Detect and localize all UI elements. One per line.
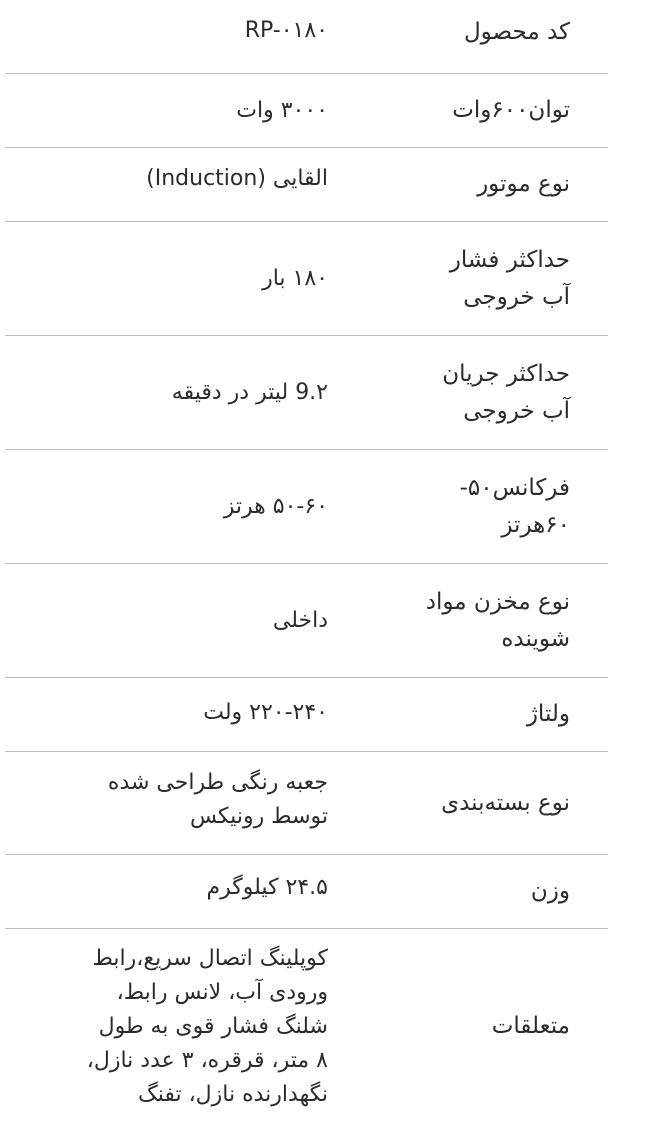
spec-value: القایی (Induction) bbox=[146, 166, 328, 191]
spec-row-packaging bbox=[5, 752, 608, 855]
spec-label: حداکثر فشار آب خروجی bbox=[449, 246, 570, 310]
spec-label: حداکثر جریان آب خروجی bbox=[442, 360, 570, 424]
spec-value: کوپلینگ اتصال سریع،رابط ورودی آب، لانس رابط، شلنگ فشار قوی به طول ۸ متر، قرقره، ۳ عدد نازل، نگهدارنده نازل، تفنگ bbox=[86, 945, 328, 1107]
spec-row-weight bbox=[5, 855, 608, 929]
spec-table bbox=[5, 0, 608, 1124]
spec-value: ۵۰-۶۰ هرتز bbox=[223, 493, 328, 519]
spec-row-power bbox=[5, 74, 608, 148]
spec-label: وزن bbox=[530, 878, 570, 904]
spec-label: نوع بسته‌بندی bbox=[441, 789, 570, 816]
spec-row-detergent-tank bbox=[5, 564, 608, 678]
spec-row-max-pressure bbox=[5, 222, 608, 336]
spec-value: 9.۲ لیتر در دقیقه bbox=[171, 379, 328, 405]
spec-label: فرکانس۵۰- ۶۰هرتز bbox=[459, 474, 570, 538]
spec-label: متعلقات bbox=[491, 1013, 570, 1039]
spec-value: ۲۲۰-۲۴۰ ولت bbox=[203, 700, 328, 725]
spec-value: داخلی bbox=[272, 607, 328, 633]
spec-row-voltage bbox=[5, 678, 608, 752]
spec-value: RP-۰۱۸۰ bbox=[244, 18, 328, 43]
spec-row-motor-type bbox=[5, 148, 608, 222]
spec-label: ولتاژ bbox=[526, 701, 570, 727]
spec-value: ۱۸۰ بار bbox=[262, 265, 328, 291]
spec-value: ۳۰۰۰ وات bbox=[236, 97, 328, 123]
spec-row-max-flow bbox=[5, 336, 608, 450]
spec-label: توان۶۰۰وات bbox=[452, 97, 570, 123]
spec-row-accessories bbox=[5, 929, 608, 1124]
spec-label: نوع مخزن مواد شوینده bbox=[425, 588, 570, 652]
spec-value: جعبه رنگی طراحی شده توسط رونیکس bbox=[107, 770, 328, 829]
spec-label: کد محصول bbox=[463, 19, 570, 45]
spec-value: ۲۴.۵ کیلوگرم bbox=[206, 875, 328, 900]
spec-row-product-code bbox=[5, 0, 608, 74]
spec-row-frequency bbox=[5, 450, 608, 564]
spec-label: نوع موتور bbox=[477, 171, 570, 197]
